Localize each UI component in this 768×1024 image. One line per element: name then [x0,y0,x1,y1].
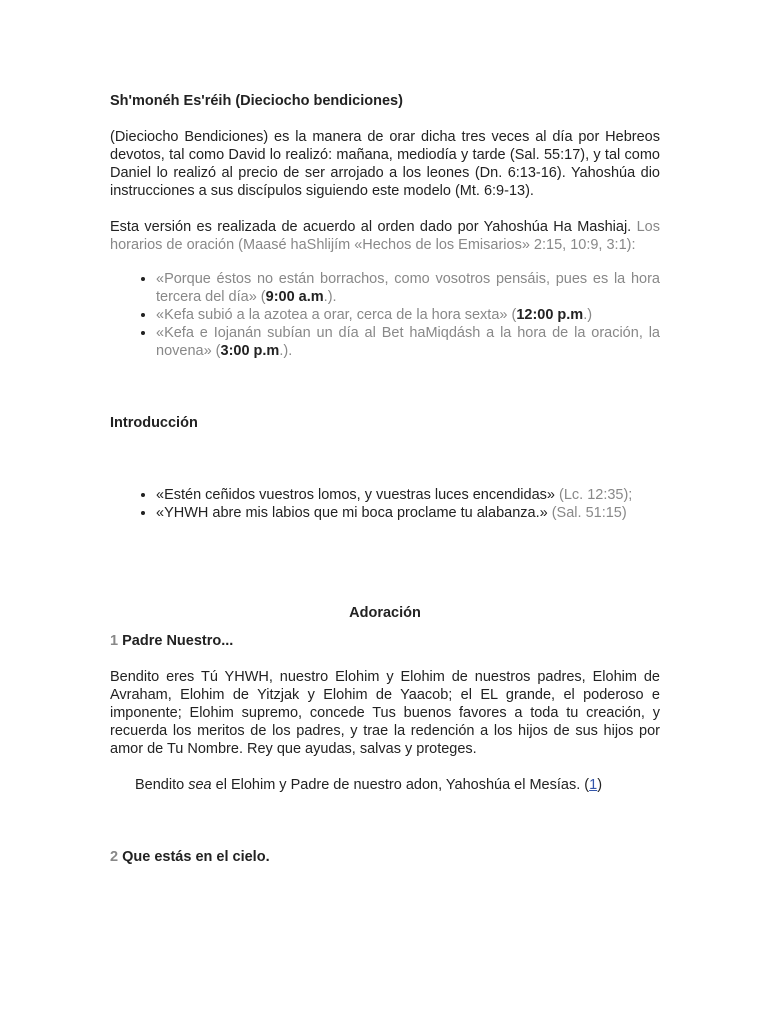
list-item: • «Estén ceñidos vuestros lomos, y vuestras luces encendidas» (Lc. 12:35); [156,486,660,504]
adoracion-heading: Adoración [349,605,421,621]
horarios-text: Los horarios de oración (Maasé haShlijím «Hechos de los Emisarios» 2:15, 10:9, 3:1): [110,219,660,253]
section-2-heading: 2 Que estás en el cielo. [110,849,270,865]
introduccion-heading: Introducción [110,415,198,431]
horarios-list [110,270,660,360]
version-text: Esta versión es realizada de acuerdo al orden dado por Yahoshúa Ha Mashiaj. [110,219,632,235]
document-title: Sh'monéh Es'réih (Dieciocho bendiciones) [110,93,403,109]
footnote-link[interactable]: 1 [589,777,598,793]
list-item: • «Kefa e Iojanán subían un día al Bet haMiqdásh a la hora de la oración, la novena» (3:00 p.m.). [156,324,660,360]
section-1-body: Bendito eres Tú YHWH, nuestro Elohim y Elohim de nuestros padres, Elohim de Avraham, Elohim de Yitzjak y Elohim de Yaacob; el EL grande, el poderoso e imponente; Elohim supremo, concede Tus buenos favores a toda tu creación, y recuerda los meritos de los padres, y trae la redención a los hijos de sus hijos por amor de Tu Nombre. Rey que ayudas, salvas y proteges. [110,669,660,757]
intro-paragraph: (Dieciocho Bendiciones) es la manera de orar dicha tres veces al día por Hebreos devotos, tal como David lo realizó: mañana, mediodía y tarde (Sal. 55:17), y tal como Daniel lo realizó al precio de ser arrojado a los leones (Dn. 6:13-16). Yahoshúa dio instrucciones a sus discípulos siguiendo este modelo (Mt. 6:9-13). [110,129,660,199]
document-page [110,92,660,866]
list-item: • «Kefa subió a la azotea a orar, cerca de la hora sexta» (12:00 p.m.) [156,306,660,324]
version-paragraph [110,218,660,254]
introduccion-list [110,486,660,522]
list-item: • «Porque éstos no están borrachos, como vosotros pensáis, pues es la hora tercera del día» (9:00 a.m.). [156,270,660,306]
list-item: • «YHWH abre mis labios que mi boca proclame tu alabanza.» (Sal. 51:15) [156,504,660,522]
section-1-heading: 1 Padre Nuestro... [110,633,234,649]
section-1-blessing: Bendito sea el Elohim y Padre de nuestro adon, Yahoshúa el Mesías. (1) [135,777,603,793]
